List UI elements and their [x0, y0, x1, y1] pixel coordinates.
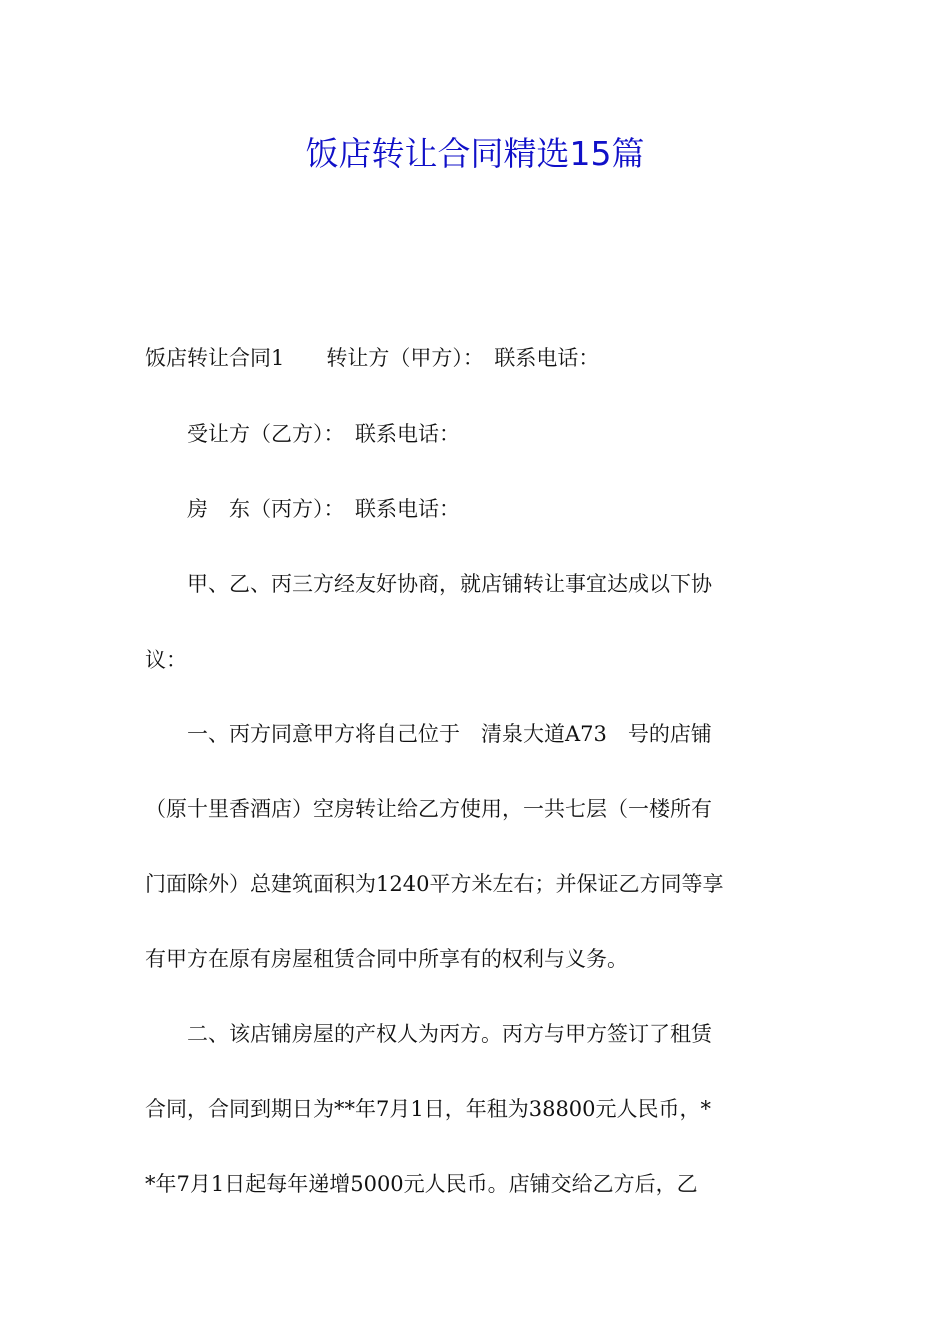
paragraph-line: 甲、乙、丙三方经友好协商，就店铺转让事宜达成以下协 [145, 572, 712, 596]
paragraph-line: （原十里香酒店）空房转让给乙方使用，一共七层（一楼所有 [145, 797, 712, 821]
paragraph-line: 二、该店铺房屋的产权人为丙方。丙方与甲方签订了租赁 [145, 1022, 712, 1046]
paragraph-line: *年7月1日起每年递增5000元人民币。店铺交给乙方后，乙 [145, 1172, 698, 1196]
paragraph-line: 门面除外）总建筑面积为1240平方米左右；并保证乙方同等享 [145, 872, 724, 896]
paragraph-line: 一、丙方同意甲方将自己位于 清泉大道A73 号的店铺 [145, 722, 712, 746]
paragraph-line: 合同，合同到期日为**年7月1日，年租为38800元人民币，* [145, 1097, 712, 1121]
document-title: 饭店转让合同精选15篇 [305, 134, 645, 173]
paragraph-line: 饭店转让合同1 转让方（甲方）： 联系电话： [145, 346, 600, 370]
paragraph-line: 房 东（丙方）： 联系电话： [145, 497, 460, 521]
paragraph-line: 有甲方在原有房屋租赁合同中所享有的权利与义务。 [145, 947, 628, 971]
paragraph-line: 议： [145, 648, 187, 672]
paragraph-line: 受让方（乙方）： 联系电话： [145, 422, 460, 446]
